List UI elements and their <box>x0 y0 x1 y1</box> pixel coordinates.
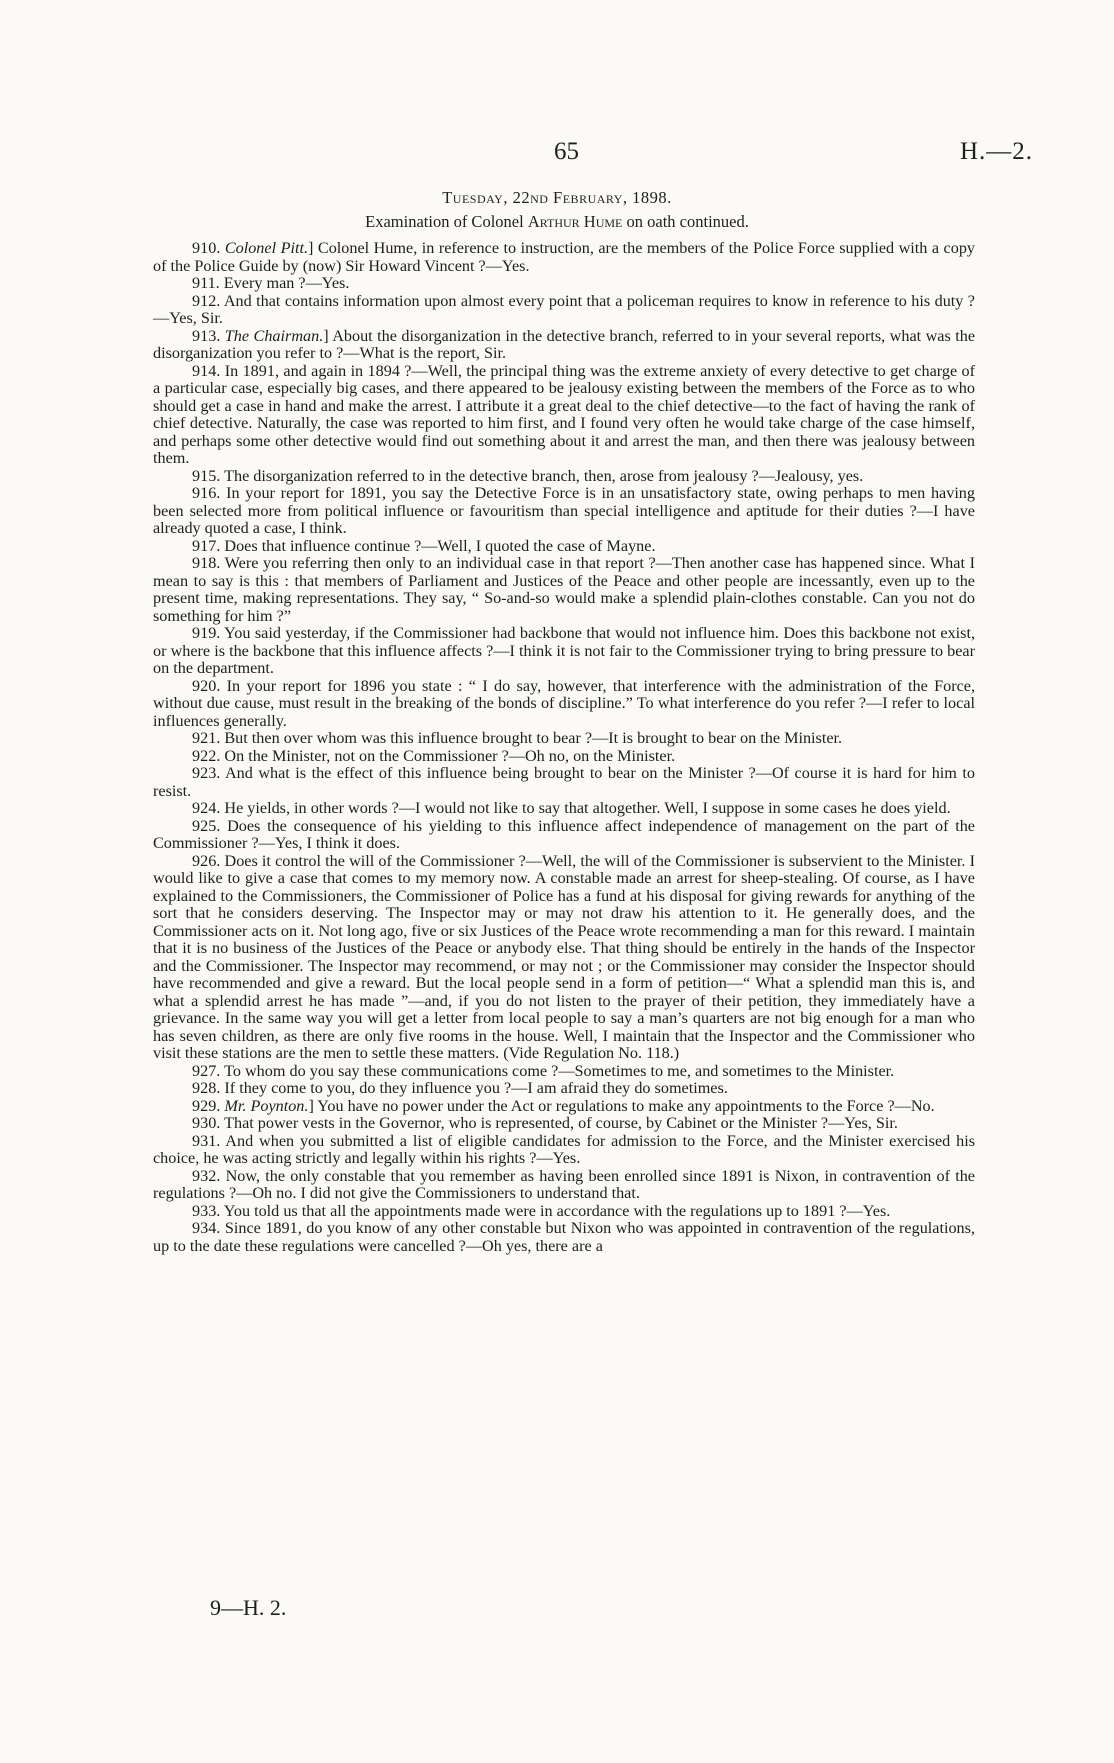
question-text: You said yesterday, if the Commissioner had backbone that would not influence him. Does this backbone not exist, or where is the backbone that this influence affects ?—I think it is not fair to the Commissioner trying to bring pressure to bear on the department. <box>153 624 975 677</box>
transcript-paragraph <box>153 748 975 766</box>
question-number: 930. <box>192 1114 225 1132</box>
question-text: You have no power under the Act or regulations to make any appointments to the Force ?—No. <box>313 1096 935 1115</box>
transcript-body <box>153 240 975 1255</box>
transcript-paragraph <box>153 1168 975 1203</box>
question-number: 928. <box>192 1079 225 1097</box>
speaker-name: Mr. Poynton. <box>224 1096 309 1115</box>
question-text: On the Minister, not on the Commissioner ?—Oh no, on the Minister. <box>224 746 676 765</box>
transcript-paragraph <box>153 1080 975 1098</box>
question-text: That power vests in the Governor, who is represented, of course, by Cabinet or the Minister ?—Yes, Sir. <box>224 1114 898 1132</box>
examination-subtitle <box>0 212 1114 232</box>
transcript-paragraph <box>153 1133 975 1168</box>
question-text: Now, the only constable that you remember as having been enrolled since 1891 is Nixon, in contravention of the regulations ?—Oh no. I did not give the Commissioners to understand that. <box>153 1166 975 1202</box>
question-number: 913. <box>192 326 225 345</box>
question-text: He yields, in other words ?—I would not like to say that altogether. Well, I suppose in some cases he does yield. <box>224 799 951 817</box>
question-text: Since 1891, do you know of any other constable but Nixon who was appointed in contravention of the regulations, up to the date these regulations were cancelled ?—Oh yes, there are a <box>153 1219 976 1255</box>
transcript-paragraph <box>153 730 975 748</box>
witness-name: Arthur Hume <box>527 212 623 231</box>
transcript-paragraph <box>153 818 975 853</box>
question-number: 910. <box>192 239 225 257</box>
transcript-paragraph: 910. Colonel Pitt.] Colonel Hume, in reference to instruction, are the members of the Police Force supplied with a copy of the Police Guide by (now) Sir Howard Vincent ?—Yes. <box>153 239 976 275</box>
subtitle-prefix: Examination of Colonel <box>365 212 528 231</box>
question-number: 915. <box>192 466 225 485</box>
page-header <box>0 138 1114 178</box>
question-number: 924. <box>192 799 225 817</box>
question-text: Does it control the will of the Commissioner ?—Well, the will of the Commissioner is subservient to the Minister. I would like to give a case that comes to my memory now. A constable made an arrest for sheep-stealing. Of course, as I have explained to the Commissioners, the Commissioner of Police has a fund at his disposal for giving rewards for anything of the sort that he considers deserving. The Inspector may or may not draw his attention to it. He generally does, and the Commissioner acts on it. Not long ago, five or six Justices of the Peace wrote recommending a man for this reward. I maintain that it is no business of the Justices of the Peace or anybody else. That thing should be entirely in the hands of the Inspector and the Commissioner. The Inspector may recommend, or may not ; or the Commissioner may consider the Inspector should have recommended and give a reward. But the local people send in a form of petition—“ What a splendid man this is, and what a splendid arrest he has made ”—and, if you do not listen to the prayer of their petition, they immediately have a grievance. In the same way you will get a letter from local people to say a man’s quarters are not big enough for a man who has seven children, as there are only five rooms in the house. Well, I maintain that the Inspector and the Commissioner who visit these stations are the men to settle these matters. (Vide Regulation No. 118.) <box>153 851 975 1062</box>
question-number: 917. <box>192 536 225 555</box>
series-reference: H.—2. <box>960 138 1034 165</box>
transcript-paragraph <box>153 853 975 1063</box>
question-text: And when you submitted a list of eligible candidates for admission to the Force, and the Minister exercised his choice, he was acting strictly and legally within his rights ?—Yes. <box>153 1131 975 1167</box>
question-number: 914. <box>192 361 225 380</box>
question-number: 911. <box>192 274 224 292</box>
question-number: 923. <box>192 764 225 782</box>
question-text: The disorganization referred to in the detective branch, then, arose from jealousy ?—Jealousy, yes. <box>224 466 864 485</box>
question-text: Colonel Hume, in reference to instruction, are the members of the Police Force supplied with a copy of the Police Guide by (now) Sir Howard Vincent ?—Yes. <box>153 239 976 275</box>
speaker-name: Colonel Pitt. <box>224 239 309 257</box>
question-text: In your report for 1896 you state : “ I do say, however, that interference with the administration of the Force, without due cause, must result in the breaking of the bonds of discipline.” To what interference do you refer ?—I refer to local influences generally. <box>153 676 976 730</box>
question-text: To whom do you say these communications come ?—Sometimes to me, and sometimes to the Minister. <box>224 1061 895 1080</box>
question-text: In your report for 1891, you say the Detective Force is in an unsatisfactory state, owing perhaps to men having been selected more from political influence or favouritism than special intelligence and aptitude for their duties ?—I have already quoted a case, I think. <box>153 484 975 537</box>
signature-mark: 9—H. 2. <box>210 1595 287 1620</box>
speaker-name: The Chairman. <box>224 326 324 345</box>
question-number: 932. <box>192 1166 226 1185</box>
question-number: 933. <box>192 1201 224 1220</box>
transcript-paragraph <box>153 538 975 556</box>
question-text: You told us that all the appointments made were in accordance with the regulations up to 1891 ?—Yes. <box>223 1201 891 1220</box>
question-number: 919. <box>192 624 225 642</box>
session-date: Tuesday, 22nd February, 1898. <box>442 188 672 207</box>
question-number: 916. <box>192 484 227 502</box>
transcript-paragraph <box>153 363 975 468</box>
question-number: 921. <box>192 729 225 747</box>
question-text: And that contains information upon almost every point that a policeman requires to know in reference to his duty ?—Yes, Sir. <box>153 291 975 327</box>
question-text: In 1891, and again in 1894 ?—Well, the principal thing was the extreme anxiety of every detective to get charge of a particular case, especially big cases, and there appeared to be jealousy existing between the members of the Force as to who should get a case in hand and make the arrest. I attribute it a great deal to the chief detective—to the fact of having the rank of chief detective. Naturally, the case was reported to him first, and I found very often he would take charge of the case himself, and perhaps some other detective would find out something about it and arrest the man, and then there was jealousy between them. <box>153 361 976 467</box>
transcript-paragraph <box>153 1220 975 1255</box>
transcript-paragraph <box>153 275 975 293</box>
question-number: 922. <box>192 746 225 765</box>
question-text: Were you referring then only to an individual case in that report ?—Then another case has happened since. What I mean to say is this : that members of Parliament and Justices of the Peace and other people are incessantly, even up to the present time, making representations. They say, “ So-and-so would make a splendid plain-clothes constable. Can you not do something for him ?” <box>153 554 975 625</box>
subtitle-suffix: on oath continued. <box>622 212 749 231</box>
transcript-paragraph: 913. The Chairman.] About the disorganization in the detective branch, referred to in your several reports, what was the disorganization you refer to ?—What is the report, Sir. <box>153 326 976 362</box>
question-number: 929. <box>192 1096 225 1115</box>
question-number: 926. <box>192 851 225 870</box>
question-number: 934. <box>192 1219 225 1237</box>
transcript-paragraph <box>153 800 975 818</box>
question-number: 918. <box>192 554 225 572</box>
question-text: If they come to you, do they influence you ?—I am afraid they do sometimes. <box>224 1079 728 1097</box>
transcript-paragraph <box>153 485 975 538</box>
question-text: About the disorganization in the detective branch, referred to in your several reports, what was the disorganization you refer to ?—What is the report, Sir. <box>153 326 976 362</box>
question-text: But then over whom was this influence brought to bear ?—It is brought to bear on the Minister. <box>224 729 843 747</box>
transcript-paragraph <box>153 765 975 800</box>
question-text: Does that influence continue ?—Well, I quoted the case of Mayne. <box>224 536 656 555</box>
question-text: Does the consequence of his yielding to this influence affect independence of management on the part of the Commissioner ?—Yes, I think it does. <box>153 816 975 852</box>
transcript-paragraph: 929. Mr. Poynton.] You have no power under the Act or regulations to make any appointments to the Force ?—No. <box>192 1096 935 1115</box>
page-number: 65 <box>554 138 579 165</box>
question-number: 931. <box>192 1131 226 1150</box>
transcript-paragraph <box>153 678 975 731</box>
transcript-paragraph <box>153 625 975 678</box>
question-number: 927. <box>192 1061 225 1080</box>
question-text: Every man ?—Yes. <box>223 274 350 292</box>
transcript-paragraph <box>153 1063 975 1081</box>
transcript-paragraph <box>153 1203 975 1221</box>
question-number: 912. <box>192 291 224 310</box>
question-text: And what is the effect of this influence being brought to bear on the Minister ?—Of course it is hard for him to resist. <box>153 764 975 800</box>
question-number: 920. <box>192 676 227 695</box>
transcript-paragraph <box>153 468 975 486</box>
transcript-paragraph <box>153 1115 975 1133</box>
transcript-paragraph <box>153 555 975 625</box>
transcript-paragraph <box>153 293 975 328</box>
question-number: 925. <box>192 816 228 835</box>
